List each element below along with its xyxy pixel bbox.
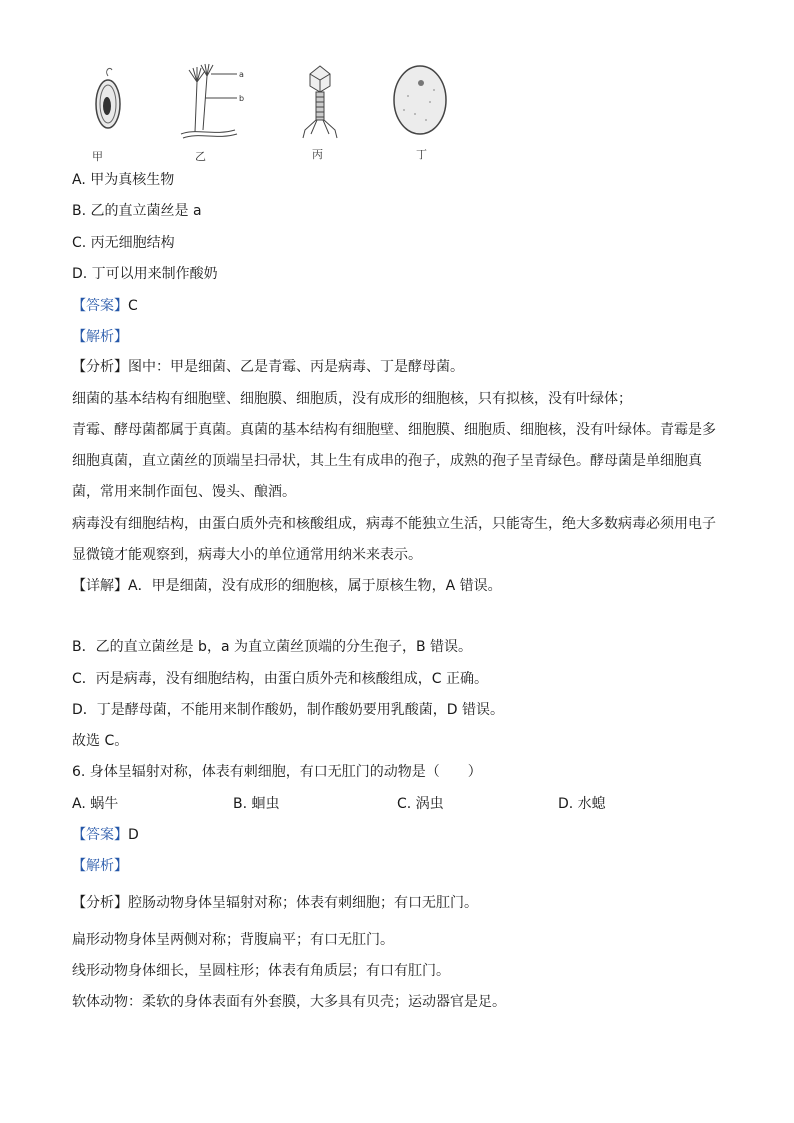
figure-label-jia: 甲 (92, 150, 103, 163)
q6-analysis-heading (72, 857, 128, 875)
answer-tag: 【答案】 (72, 298, 128, 314)
q6-option-c: C. 涡虫 (397, 796, 444, 812)
answer-value: C (128, 298, 138, 314)
fungi-paragraph-line2: 细胞真菌，直立菌丝的顶端呈扫帚状，其上生有成串的孢子，成熟的孢子呈青绿色。酵母菌是单细胞真 (72, 453, 702, 469)
q6-analysis-tag: 【解析】 (72, 858, 128, 874)
option-c: C. 丙无细胞结构 (72, 235, 175, 251)
figure-label-yi: 乙 (195, 150, 206, 163)
virus-paragraph-line2: 显微镜才能观察到，病毒大小的单位通常用纳米来表示。 (72, 547, 422, 563)
q6-option-b: B. 蛔虫 (233, 796, 280, 812)
yeast-figure (390, 62, 450, 142)
virus-paragraph-line1: 病毒没有细胞结构，由蛋白质外壳和核酸组成，病毒不能独立生活，只能寄生，绝大多数病毒必须用电子 (72, 516, 716, 532)
xiangjie-line (72, 577, 502, 595)
q6-fenxi-tag: 【分析】 (72, 895, 128, 911)
penicillium-figure (175, 62, 255, 142)
detail-d: D．丁是酵母菌，不能用来制作酸奶，制作酸奶要用乳酸菌，D 错误。 (72, 702, 505, 718)
xiangjie-tag: 【详解】 (72, 578, 128, 594)
q6-option-a: A. 蜗牛 (72, 796, 119, 812)
bacteria-paragraph: 细菌的基本结构有细胞壁、细胞膜、细胞质，没有成形的细胞核，只有拟核，没有叶绿体； (72, 391, 632, 407)
fenxi-line (72, 358, 464, 376)
xiangjie-text: A．甲是细菌，没有成形的细胞核，属于原核生物，A 错误。 (128, 578, 502, 594)
answer-line (72, 297, 138, 315)
conclusion: 故选 C。 (72, 733, 129, 749)
fungi-paragraph-line3: 菌，常用来制作面包、馒头、酿酒。 (72, 484, 296, 500)
q6-answer-tag: 【答案】 (72, 827, 128, 843)
option-d: D. 丁可以用来制作酸奶 (72, 266, 218, 282)
callout-b: b (239, 94, 245, 103)
fungi-paragraph-line1: 青霉、酵母菌都属于真菌。真菌的基本结构有细胞壁、细胞膜、细胞质、细胞核，没有叶绿体。青霉是多 (72, 422, 716, 438)
option-b: B. 乙的直立菌丝是 a (72, 203, 202, 219)
q6-fenxi-line (72, 894, 478, 912)
callout-a: a (239, 70, 244, 79)
q6-answer-line (72, 826, 139, 844)
detail-c: C．丙是病毒，没有细胞结构，由蛋白质外壳和核酸组成，C 正确。 (72, 671, 488, 687)
flatworm-line: 扁形动物身体呈两侧对称；背腹扁平；有口无肛门。 (72, 932, 394, 948)
option-a: A. 甲为真核生物 (72, 172, 175, 188)
q6-option-d: D. 水螅 (558, 796, 606, 812)
roundworm-line: 线形动物身体细长，呈圆柱形；体表有角质层；有口有肛门。 (72, 963, 450, 979)
analysis-tag: 【解析】 (72, 329, 128, 345)
q6-fenxi-text: 腔肠动物身体呈辐射对称；体表有刺细胞；有口无肛门。 (128, 895, 478, 911)
figure-label-bing: 丙 (312, 148, 323, 161)
mollusk-line: 软体动物：柔软的身体表面有外套膜，大多具有贝壳；运动器官是足。 (72, 994, 506, 1010)
figure-panel (80, 62, 460, 162)
q6-stem: 6. 身体呈辐射对称，体表有刺细胞，有口无肛门的动物是（ ） (72, 764, 482, 780)
bacterium-figure (90, 62, 130, 142)
analysis-heading (72, 328, 128, 346)
detail-b: B．乙的直立菌丝是 b，a 为直立菌丝顶端的分生孢子，B 错误。 (72, 639, 473, 655)
virus-figure (295, 62, 345, 142)
figure-label-ding: 丁 (416, 148, 427, 161)
fenxi-text: 图中：甲是细菌、乙是青霉、丙是病毒、丁是酵母菌。 (128, 359, 464, 375)
fenxi-tag: 【分析】 (72, 359, 128, 375)
q6-answer-value: D (128, 827, 139, 843)
